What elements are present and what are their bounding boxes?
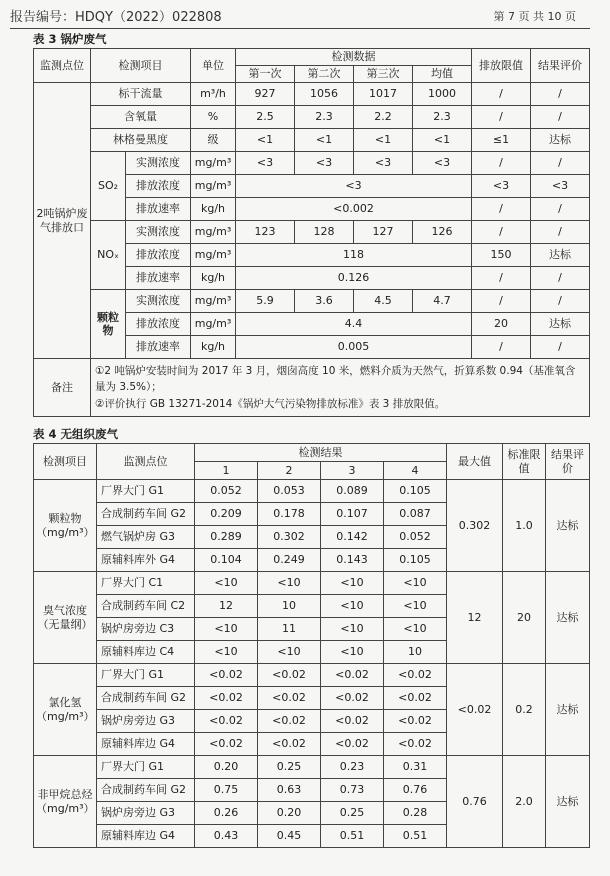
param-label: 排放速率: [126, 198, 191, 221]
param-label: 排放速率: [126, 336, 191, 359]
value-cell: <0.02: [195, 664, 258, 687]
col-header-4: 4: [384, 462, 447, 480]
value-cell: 0.75: [195, 779, 258, 802]
value-cell: 0.73: [321, 779, 384, 802]
value-cell: <10: [321, 618, 384, 641]
unit-cell: mg/m³: [191, 175, 236, 198]
value-cell: 0.51: [321, 825, 384, 848]
value-cell: <0.02: [384, 664, 447, 687]
value-cell: <0.02: [258, 687, 321, 710]
item-flow: 标干流量: [91, 83, 191, 106]
table-row: [34, 480, 590, 503]
col-header-standard: 标准限值: [503, 444, 546, 480]
item-ringelmann: 林格曼黑度: [91, 129, 191, 152]
limit-cell: /: [472, 267, 531, 290]
col-header-3: 3: [321, 462, 384, 480]
unit-cell: kg/h: [191, 198, 236, 221]
value-cell: <0.02: [258, 664, 321, 687]
eval-cell: /: [531, 267, 590, 290]
value-cell: 1000: [413, 83, 472, 106]
unit-cell: %: [191, 106, 236, 129]
value-cell: 4.4: [236, 313, 472, 336]
col-header-point: 监测点位: [34, 49, 91, 83]
col-header-1: 1: [195, 462, 258, 480]
value-cell: 118: [236, 244, 472, 267]
eval-cell: /: [531, 336, 590, 359]
col-header-first: 第一次: [236, 66, 295, 83]
value-cell: <10: [384, 595, 447, 618]
monitoring-point: 锅炉房旁边 C3: [97, 618, 195, 641]
col-header-average: 均值: [413, 66, 472, 83]
value-cell: <3: [236, 175, 472, 198]
unit-cell: 级: [191, 129, 236, 152]
monitoring-point: 合成制药车间 G2: [97, 779, 195, 802]
value-cell: 0.104: [195, 549, 258, 572]
value-cell: 5.9: [236, 290, 295, 313]
unit-cell: kg/h: [191, 267, 236, 290]
value-cell: 1056: [295, 83, 354, 106]
result-eval: 达标: [546, 480, 590, 572]
eval-cell: 达标: [531, 129, 590, 152]
value-cell: <0.02: [195, 710, 258, 733]
note-label: 备注: [34, 359, 91, 417]
value-cell: <10: [258, 641, 321, 664]
eval-cell: /: [531, 152, 590, 175]
test-item: 非甲烷总烃（mg/m³）: [34, 756, 97, 848]
test-item: 臭气浓度（无量纲）: [34, 572, 97, 664]
note-line-2: ②评价执行 GB 13271-2014《锅炉大气污染物排放标准》表 3 排放限值。: [95, 397, 446, 410]
value-cell: <3: [236, 152, 295, 175]
value-cell: 0.178: [258, 503, 321, 526]
boiler-exhaust-table: [33, 48, 590, 417]
standard-limit: 1.0: [503, 480, 546, 572]
value-cell: 0.28: [384, 802, 447, 825]
monitoring-point: 原辅料库边 C4: [97, 641, 195, 664]
param-label: 排放浓度: [126, 313, 191, 336]
value-cell: 10: [384, 641, 447, 664]
value-cell: 123: [236, 221, 295, 244]
standard-limit: 20: [503, 572, 546, 664]
monitoring-point: 厂界大门 G1: [97, 480, 195, 503]
value-cell: 0.43: [195, 825, 258, 848]
monitoring-point: 燃气锅炉房 G3: [97, 526, 195, 549]
col-header-second: 第二次: [295, 66, 354, 83]
param-label: 排放浓度: [126, 175, 191, 198]
table3-caption: 表 3 锅炉废气: [33, 32, 107, 46]
col-header-2: 2: [258, 462, 321, 480]
limit-cell: 20: [472, 313, 531, 336]
limit-cell: /: [472, 106, 531, 129]
eval-cell: /: [531, 83, 590, 106]
limit-cell: ≤1: [472, 129, 531, 152]
col-header-limit: 排放限值: [472, 49, 531, 83]
value-cell: 3.6: [295, 290, 354, 313]
value-cell: <10: [195, 572, 258, 595]
value-cell: 0.052: [384, 526, 447, 549]
monitoring-point: 原辅料库外 G4: [97, 549, 195, 572]
value-cell: 4.7: [413, 290, 472, 313]
eval-cell: /: [531, 290, 590, 313]
table-row: [34, 572, 590, 595]
unit-cell: kg/h: [191, 336, 236, 359]
pollutant-nox: NOₓ: [91, 221, 126, 290]
result-eval: 达标: [546, 572, 590, 664]
pollutant-so2: SO₂: [91, 152, 126, 221]
test-item: 氯化氢（mg/m³）: [34, 664, 97, 756]
value-cell: 10: [258, 595, 321, 618]
monitoring-point: 厂界大门 C1: [97, 572, 195, 595]
monitoring-point: 原辅料库边 G4: [97, 825, 195, 848]
value-cell: <0.02: [321, 687, 384, 710]
standard-limit: 2.0: [503, 756, 546, 848]
page-number: 第 7 页 共 10 页: [493, 10, 576, 23]
value-cell: 128: [295, 221, 354, 244]
value-cell: <10: [321, 641, 384, 664]
eval-cell: /: [531, 198, 590, 221]
monitoring-point: 厂界大门 G1: [97, 664, 195, 687]
unit-cell: mg/m³: [191, 221, 236, 244]
col-header-unit: 单位: [191, 49, 236, 83]
value-cell: 2.3: [295, 106, 354, 129]
note-text: [91, 359, 590, 417]
limit-cell: /: [472, 152, 531, 175]
value-cell: 0.20: [195, 756, 258, 779]
limit-cell: /: [472, 290, 531, 313]
value-cell: 0.289: [195, 526, 258, 549]
value-cell: <0.02: [321, 664, 384, 687]
value-cell: <10: [321, 595, 384, 618]
param-label: 实测浓度: [126, 221, 191, 244]
table-row: [34, 756, 590, 779]
col-header-item: 检测项目: [34, 444, 97, 480]
col-header-point: 监测点位: [97, 444, 195, 480]
value-cell: <0.02: [258, 710, 321, 733]
test-item: 颗粒物（mg/m³）: [34, 480, 97, 572]
unit-cell: mg/m³: [191, 290, 236, 313]
value-cell: <10: [195, 618, 258, 641]
max-value: 0.302: [447, 480, 503, 572]
value-cell: <10: [384, 572, 447, 595]
value-cell: <0.02: [384, 710, 447, 733]
max-value: 12: [447, 572, 503, 664]
monitoring-point: 锅炉房旁边 G3: [97, 710, 195, 733]
fugitive-emission-table: [33, 443, 590, 848]
col-header-eval: 结果评价: [531, 49, 590, 83]
monitoring-point: 锅炉房旁边 G3: [97, 802, 195, 825]
value-cell: 0.052: [195, 480, 258, 503]
value-cell: <1: [413, 129, 472, 152]
col-header-result: 检测结果: [195, 444, 447, 462]
value-cell: 0.053: [258, 480, 321, 503]
value-cell: <3: [354, 152, 413, 175]
value-cell: 126: [413, 221, 472, 244]
result-eval: 达标: [546, 664, 590, 756]
value-cell: <0.02: [258, 733, 321, 756]
col-header-eval: 结果评价: [546, 444, 590, 480]
value-cell: 2.2: [354, 106, 413, 129]
value-cell: 0.25: [321, 802, 384, 825]
value-cell: 2.3: [413, 106, 472, 129]
monitoring-point: 厂界大门 G1: [97, 756, 195, 779]
col-header-third: 第三次: [354, 66, 413, 83]
value-cell: <0.002: [236, 198, 472, 221]
col-header-data: 检测数据: [236, 49, 472, 66]
monitoring-point: 2吨锅炉废气排放口: [34, 83, 91, 359]
value-cell: <10: [321, 572, 384, 595]
param-label: 实测浓度: [126, 290, 191, 313]
param-label: 排放浓度: [126, 244, 191, 267]
result-eval: 达标: [546, 756, 590, 848]
report-number: 报告编号：HDQY（2022）022808: [10, 10, 222, 25]
value-cell: 0.249: [258, 549, 321, 572]
value-cell: 927: [236, 83, 295, 106]
limit-cell: <3: [472, 175, 531, 198]
value-cell: 0.105: [384, 549, 447, 572]
max-value: 0.76: [447, 756, 503, 848]
limit-cell: /: [472, 83, 531, 106]
value-cell: 0.105: [384, 480, 447, 503]
limit-cell: /: [472, 336, 531, 359]
value-cell: 0.126: [236, 267, 472, 290]
value-cell: 0.63: [258, 779, 321, 802]
value-cell: 0.31: [384, 756, 447, 779]
value-cell: <1: [295, 129, 354, 152]
value-cell: 0.107: [321, 503, 384, 526]
value-cell: 0.26: [195, 802, 258, 825]
monitoring-point: 合成制药车间 G2: [97, 687, 195, 710]
value-cell: <1: [236, 129, 295, 152]
value-cell: 0.087: [384, 503, 447, 526]
eval-cell: /: [531, 221, 590, 244]
limit-cell: 150: [472, 244, 531, 267]
value-cell: <0.02: [321, 733, 384, 756]
limit-cell: /: [472, 221, 531, 244]
table4-caption: 表 4 无组织废气: [33, 427, 119, 441]
value-cell: 12: [195, 595, 258, 618]
value-cell: <3: [413, 152, 472, 175]
value-cell: 0.142: [321, 526, 384, 549]
value-cell: 0.45: [258, 825, 321, 848]
value-cell: <10: [195, 641, 258, 664]
item-oxygen: 含氧量: [91, 106, 191, 129]
unit-cell: mg/m³: [191, 313, 236, 336]
unit-cell: mg/m³: [191, 152, 236, 175]
value-cell: 2.5: [236, 106, 295, 129]
col-header-item: 检测项目: [91, 49, 191, 83]
monitoring-point: 合成制药车间 G2: [97, 503, 195, 526]
max-value: <0.02: [447, 664, 503, 756]
unit-cell: m³/h: [191, 83, 236, 106]
header-rule: [10, 28, 590, 29]
value-cell: 0.089: [321, 480, 384, 503]
eval-cell: <3: [531, 175, 590, 198]
value-cell: 0.76: [384, 779, 447, 802]
value-cell: 0.51: [384, 825, 447, 848]
pollutant-pm: 颗粒物: [91, 290, 126, 359]
param-label: 排放速率: [126, 267, 191, 290]
value-cell: <0.02: [384, 687, 447, 710]
unit-cell: mg/m³: [191, 244, 236, 267]
standard-limit: 0.2: [503, 664, 546, 756]
value-cell: 0.20: [258, 802, 321, 825]
value-cell: 127: [354, 221, 413, 244]
value-cell: <0.02: [195, 733, 258, 756]
value-cell: 0.302: [258, 526, 321, 549]
monitoring-point: 原辅料库边 G4: [97, 733, 195, 756]
monitoring-point: 合成制药车间 C2: [97, 595, 195, 618]
value-cell: 0.23: [321, 756, 384, 779]
value-cell: 4.5: [354, 290, 413, 313]
value-cell: 0.209: [195, 503, 258, 526]
value-cell: <0.02: [384, 733, 447, 756]
value-cell: <0.02: [195, 687, 258, 710]
value-cell: 1017: [354, 83, 413, 106]
col-header-max: 最大值: [447, 444, 503, 480]
eval-cell: /: [531, 106, 590, 129]
value-cell: 0.143: [321, 549, 384, 572]
value-cell: 0.005: [236, 336, 472, 359]
eval-cell: 达标: [531, 313, 590, 336]
value-cell: <1: [354, 129, 413, 152]
table-row: [34, 664, 590, 687]
value-cell: <10: [258, 572, 321, 595]
value-cell: <3: [295, 152, 354, 175]
value-cell: 11: [258, 618, 321, 641]
value-cell: 0.25: [258, 756, 321, 779]
value-cell: <10: [384, 618, 447, 641]
limit-cell: /: [472, 198, 531, 221]
note-line-1: ①2 吨锅炉安装时间为 2017 年 3 月，烟囱高度 10 米，燃料介质为天然气，折算系数 0.94（基准氧含量为 3.5%）；: [95, 365, 576, 394]
eval-cell: 达标: [531, 244, 590, 267]
param-label: 实测浓度: [126, 152, 191, 175]
value-cell: <0.02: [321, 710, 384, 733]
